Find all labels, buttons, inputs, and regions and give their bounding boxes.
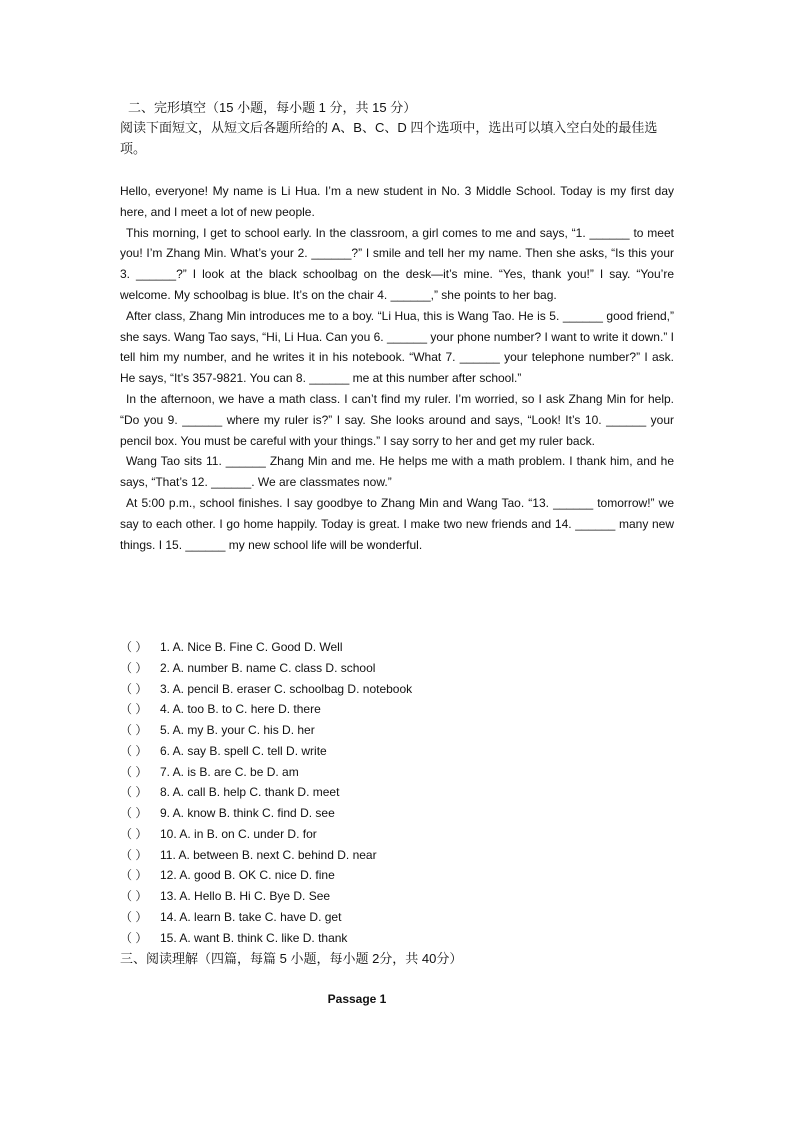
answer-blank[interactable]: （ ）	[120, 723, 148, 737]
question-item	[120, 865, 412, 886]
question-item	[120, 658, 412, 679]
question-item	[120, 679, 412, 700]
answer-blank[interactable]: （ ）	[120, 681, 148, 696]
question-item	[120, 741, 412, 762]
question-options: 5. A. my B. your C. his D. her	[160, 723, 315, 737]
answer-blank[interactable]: （ ）	[120, 806, 148, 820]
question-item	[120, 720, 412, 741]
cloze-passage	[120, 181, 674, 555]
answer-blank[interactable]: （ ）	[120, 640, 148, 654]
passage-paragraph: This morning, I get to school early. In the classroom, a girl comes to me and says, “1. ______ to meet you! I’m Zhang Min. What’s your 2. ______?” I smile and tell her my name. Then she asks, “Is this your 3. ______?” I look at the black schoolbag on the desk—it’s mine. “Yes, thank you!” I say. “You’re welcome. My schoolbag is blue. It’s on the chair 4. ______,” she points to her bag.	[120, 225, 674, 302]
passage-1-title: Passage 1	[327, 992, 387, 1006]
question-list	[120, 637, 412, 948]
answer-blank[interactable]: （ ）	[120, 909, 148, 924]
question-item	[120, 824, 412, 845]
passage-paragraph: In the afternoon, we have a math class. I can’t find my ruler. I’m worried, so I ask Zhang Min for help. “Do you 9. ______ where my ruler is?” I say. She looks around and says, “Look! It’s 10. ______ your pencil box. You must be careful with your things.” I say sorry to her and get my ruler back.	[120, 391, 674, 448]
question-options: 9. A. know B. think C. find D. see	[160, 806, 335, 820]
question-item	[120, 907, 412, 928]
question-options: 11. A. between B. next C. behind D. near	[160, 847, 377, 862]
answer-blank[interactable]: （ ）	[120, 889, 148, 903]
answer-blank[interactable]: （ ）	[120, 930, 148, 945]
answer-blank[interactable]: （ ）	[120, 743, 148, 758]
question-item	[120, 699, 412, 720]
question-options: 14. A. learn B. take C. have D. get	[160, 909, 342, 924]
question-options: 1. A. Nice B. Fine C. Good D. Well	[160, 640, 343, 654]
answer-blank[interactable]: （ ）	[120, 764, 148, 779]
question-options: 3. A. pencil B. eraser C. schoolbag D. notebook	[160, 681, 413, 696]
question-options: 13. A. Hello B. Hi C. Bye D. See	[160, 889, 331, 903]
passage-paragraph: Hello, everyone! My name is Li Hua. I’m a new student in No. 3 Middle School. Today is my first day here, and I meet a lot of new people.	[120, 184, 674, 219]
passage-paragraph: After class, Zhang Min introduces me to a boy. “Li Hua, this is Wang Tao. He is 5. ______ good friend,” she says. Wang Tao says, “Hi, Li Hua. Can you 6. ______ your phone number? I want to write it down.” I tell him my number, and he writes it in his notebook. “What 7. ______ your telephone number?” I ask. He says, “It’s 357-9821. You can 8. ______ me at this number after school.”	[120, 308, 674, 386]
section-2-title: 二、完形填空（15 小题，每小题 1 分，共 15 分）	[128, 100, 417, 115]
question-options: 8. A. call B. help C. thank D. meet	[160, 785, 340, 800]
question-item	[120, 762, 412, 783]
question-item	[120, 782, 412, 803]
answer-blank[interactable]: （ ）	[120, 785, 148, 800]
question-options: 4. A. too B. to C. here D. there	[160, 702, 321, 717]
answer-blank[interactable]: （ ）	[120, 868, 148, 883]
answer-blank[interactable]: （ ）	[120, 847, 148, 862]
question-item	[120, 637, 412, 658]
answer-blank[interactable]: （ ）	[120, 826, 148, 841]
question-item	[120, 845, 412, 866]
question-item	[120, 928, 412, 949]
question-item	[120, 886, 412, 907]
section-2-instructions: 阅读下面短文，从短文后各题所给的 A、B、C、D 四个选项中，选出可以填入空白处的最佳选项。	[120, 120, 658, 156]
passage-paragraph: Wang Tao sits 11. ______ Zhang Min and me. He helps me with a math problem. I thank him, and he says, “That’s 12. ______. We are classmates now.”	[120, 454, 674, 490]
question-options: 12. A. good B. OK C. nice D. fine	[160, 868, 335, 883]
question-options: 2. A. number B. name C. class D. school	[160, 660, 376, 675]
answer-blank[interactable]: （ ）	[120, 660, 148, 675]
question-options: 6. A. say B. spell C. tell D. write	[160, 743, 327, 758]
section-3-title: 三、阅读理解（四篇，每篇 5 小题，每小题 2分，共 40分）	[120, 951, 463, 966]
passage-paragraph: At 5:00 p.m., school finishes. I say goodbye to Zhang Min and Wang Tao. “13. ______ tomorrow!” we say to each other. I go home happily. Today is great. I make two new friends and 14. ______ many new things. I 15. ______ my new school life will be wonderful.	[120, 495, 674, 552]
question-options: 15. A. want B. think C. like D. thank	[160, 930, 348, 945]
answer-blank[interactable]: （ ）	[120, 702, 148, 717]
question-item	[120, 803, 412, 824]
question-options: 7. A. is B. are C. be D. am	[160, 764, 299, 779]
question-options: 10. A. in B. on C. under D. for	[160, 826, 317, 841]
